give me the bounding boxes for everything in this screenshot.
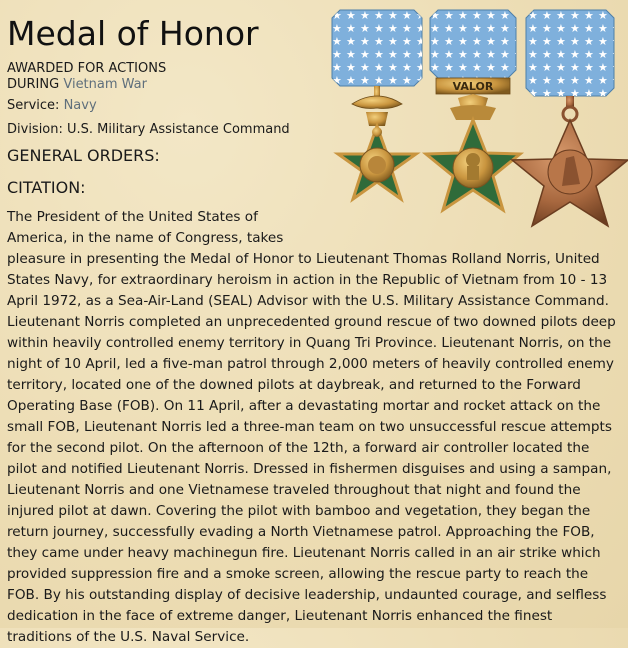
- air-force-medal-icon: [426, 10, 520, 210]
- division-line: Division: U.S. Military Assistance Command: [7, 122, 290, 137]
- page-title: Medal of Honor: [7, 14, 259, 53]
- awarded-for-actions-label: AWARDED FOR ACTIONS: [7, 61, 167, 76]
- during-line: [7, 76, 147, 93]
- service-link[interactable]: Navy: [63, 98, 97, 113]
- during-label: DURING: [7, 77, 60, 92]
- service-line: [7, 97, 97, 114]
- valor-bar-text: VALOR: [452, 80, 494, 93]
- service-label: Service:: [7, 98, 60, 113]
- citation-heading: CITATION:: [7, 178, 86, 197]
- medals-image: [330, 8, 628, 230]
- army-medal-icon: [332, 10, 422, 199]
- war-link[interactable]: Vietnam War: [63, 77, 147, 92]
- navy-medal-icon: [512, 10, 628, 226]
- general-orders-heading: GENERAL ORDERS:: [7, 146, 160, 165]
- citation-text: The President of the United States of America, in the name of Congress, takes pleasure in presenting the Medal of Honor to Lieutenant Thomas Rolland Norris, United States Navy, for extraordinary heroism in action in the Republic of Vietnam from 10 - 13 April 1972, as a Sea-Air-Land (SEAL) Advisor with the U.S. Military Assistance Command. Lieutenant Norris completed an unprecedented ground rescue of two downed pilots deep within heavily controlled enemy territory in Quang Tri Province. Lieutenant Norris, on the night of 10 April, led a five-man patrol through 2,000 meters of heavily controlled enemy territory, located one of the downed pilots at daybreak, and returned to the Forward Operating Base (FOB). On 11 April, after a devastating mortar and rocket attack on the small FOB, Lieutenant Norris led a three-man team on two unsuccessful rescue attempts for the second pilot. On the afternoon of the 12th, a forward air controller located the pilot and notified Lieutenant Norris. Dressed in fishermen disguises and using a sampan, Lieutenant Norris and one Vietnamese traveled throughout that night and found the injured pilot at dawn. Covering the pilot with bamboo and vegetation, they began the return journey, successfully evading a North Vietnamese patrol. Approaching the FOB, they came under heavy machinegun fire. Lieutenant Norris called in an air strike which provided suppression fire and a smoke screen, allowing the rescue party to reach the FOB. By his outstanding display of decisive leadership, undaunted courage, and selfless dedication in the face of extreme danger, Lieutenant Norris enhanced the finest traditions of the U.S. Naval Service.: [7, 209, 616, 645]
